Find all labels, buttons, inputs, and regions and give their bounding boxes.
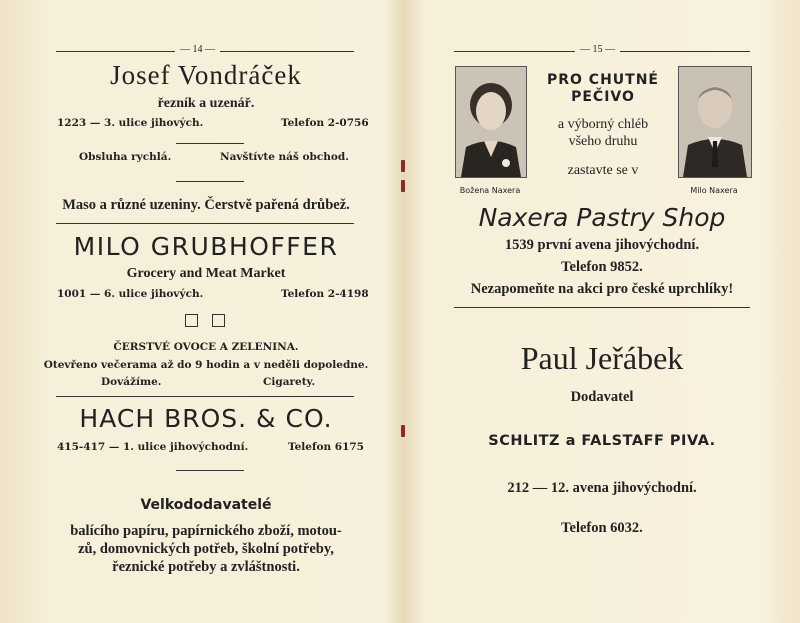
binding-stitch: [401, 180, 405, 192]
ad-trade: Dodavatel: [570, 389, 634, 405]
divider: [176, 470, 244, 471]
page-number: — 14 —: [175, 44, 220, 55]
ad-name: MILO GRUBHOFFER: [73, 232, 339, 261]
ad-desc-line: řeznické potřeby a zvláštnosti.: [112, 559, 300, 575]
ad-body-line: a výborný chléb: [557, 117, 649, 132]
ad-desc-line: balícího papíru, papírnického zboží, motou-: [70, 523, 342, 539]
ad-address: 1223 — 3. ulice jihových.: [57, 117, 204, 129]
photo-caption: Božena Naxera: [459, 186, 521, 195]
ad-products: Maso a různé uzeniny. Čerstvě pařená drůbež.: [62, 197, 350, 213]
section-rule: [454, 307, 750, 308]
binding-stitch: [401, 160, 405, 172]
binding-stitch: [401, 425, 405, 437]
ad-body-line: zastavte se v: [567, 163, 639, 178]
ad-phone: Telefon 9852.: [561, 259, 643, 275]
ornament-box: [212, 314, 225, 327]
ad-phone: Telefon 2-4198: [281, 288, 369, 300]
portrait-photo-milo-naxera: [678, 66, 752, 178]
ad-slogan-right: Navštívte náš obchod.: [220, 151, 349, 163]
ad-name: Josef Vondráček: [110, 60, 302, 90]
portrait-man-image: [679, 67, 751, 177]
ad-address: 1001 — 6. ulice jihových.: [57, 288, 204, 300]
ad-name: HACH BROS. & CO.: [79, 404, 333, 433]
ornament-box: [185, 314, 198, 327]
ad-name: Paul Jeřábek: [520, 340, 684, 376]
section-rule: [56, 223, 354, 224]
ad-trade: Velkododavatelé: [140, 497, 272, 513]
left-page: [20, 0, 392, 623]
section-rule: [56, 396, 354, 397]
ad-address: 415-417 — 1. ulice jihovýchodní.: [57, 441, 249, 453]
ad-note-right: Cigarety.: [263, 376, 316, 388]
ad-address: 1539 první avena jihovýchodní.: [504, 237, 700, 253]
ad-phone: Telefon 2-0756: [281, 117, 369, 129]
photo-caption: Milo Naxera: [690, 186, 738, 195]
ad-appeal: Nezapomeňte na akci pro české uprchlíky!: [470, 281, 734, 297]
ad-trade: řezník a uzenář.: [157, 96, 255, 111]
divider: [176, 181, 244, 182]
ad-address: 212 — 12. avena jihovýchodní.: [507, 480, 697, 496]
portrait-photo-bozena-naxera: [455, 66, 527, 178]
ad-products: SCHLITZ a FALSTAFF PIVA.: [488, 433, 716, 449]
ad-body-line: všeho druhu: [568, 134, 638, 149]
ad-headline: PEČIVO: [571, 89, 635, 105]
ad-headline: PRO CHUTNÉ: [546, 72, 659, 88]
ad-phone: Telefon 6032.: [561, 520, 643, 536]
portrait-woman-image: [456, 67, 526, 177]
ad-desc-line: zů, domovnických potřeb, školní potřeby,: [78, 541, 334, 557]
ad-slogan-left: Obsluha rychlá.: [79, 151, 172, 163]
page-number: — 15 —: [575, 44, 620, 55]
ad-hours: Otevřeno večerama až do 9 hodin a v neděli dopoledne.: [43, 359, 369, 371]
ad-phone: Telefon 6175: [288, 441, 364, 453]
ad-name: Naxera Pastry Shop: [478, 203, 726, 232]
ad-note-left: Dovážíme.: [101, 376, 162, 388]
divider: [176, 143, 244, 144]
ad-products: ČERSTVÉ OVOCE A ZELENINA.: [113, 341, 299, 353]
right-page: [408, 0, 788, 623]
ad-trade: Grocery and Meat Market: [126, 266, 286, 281]
